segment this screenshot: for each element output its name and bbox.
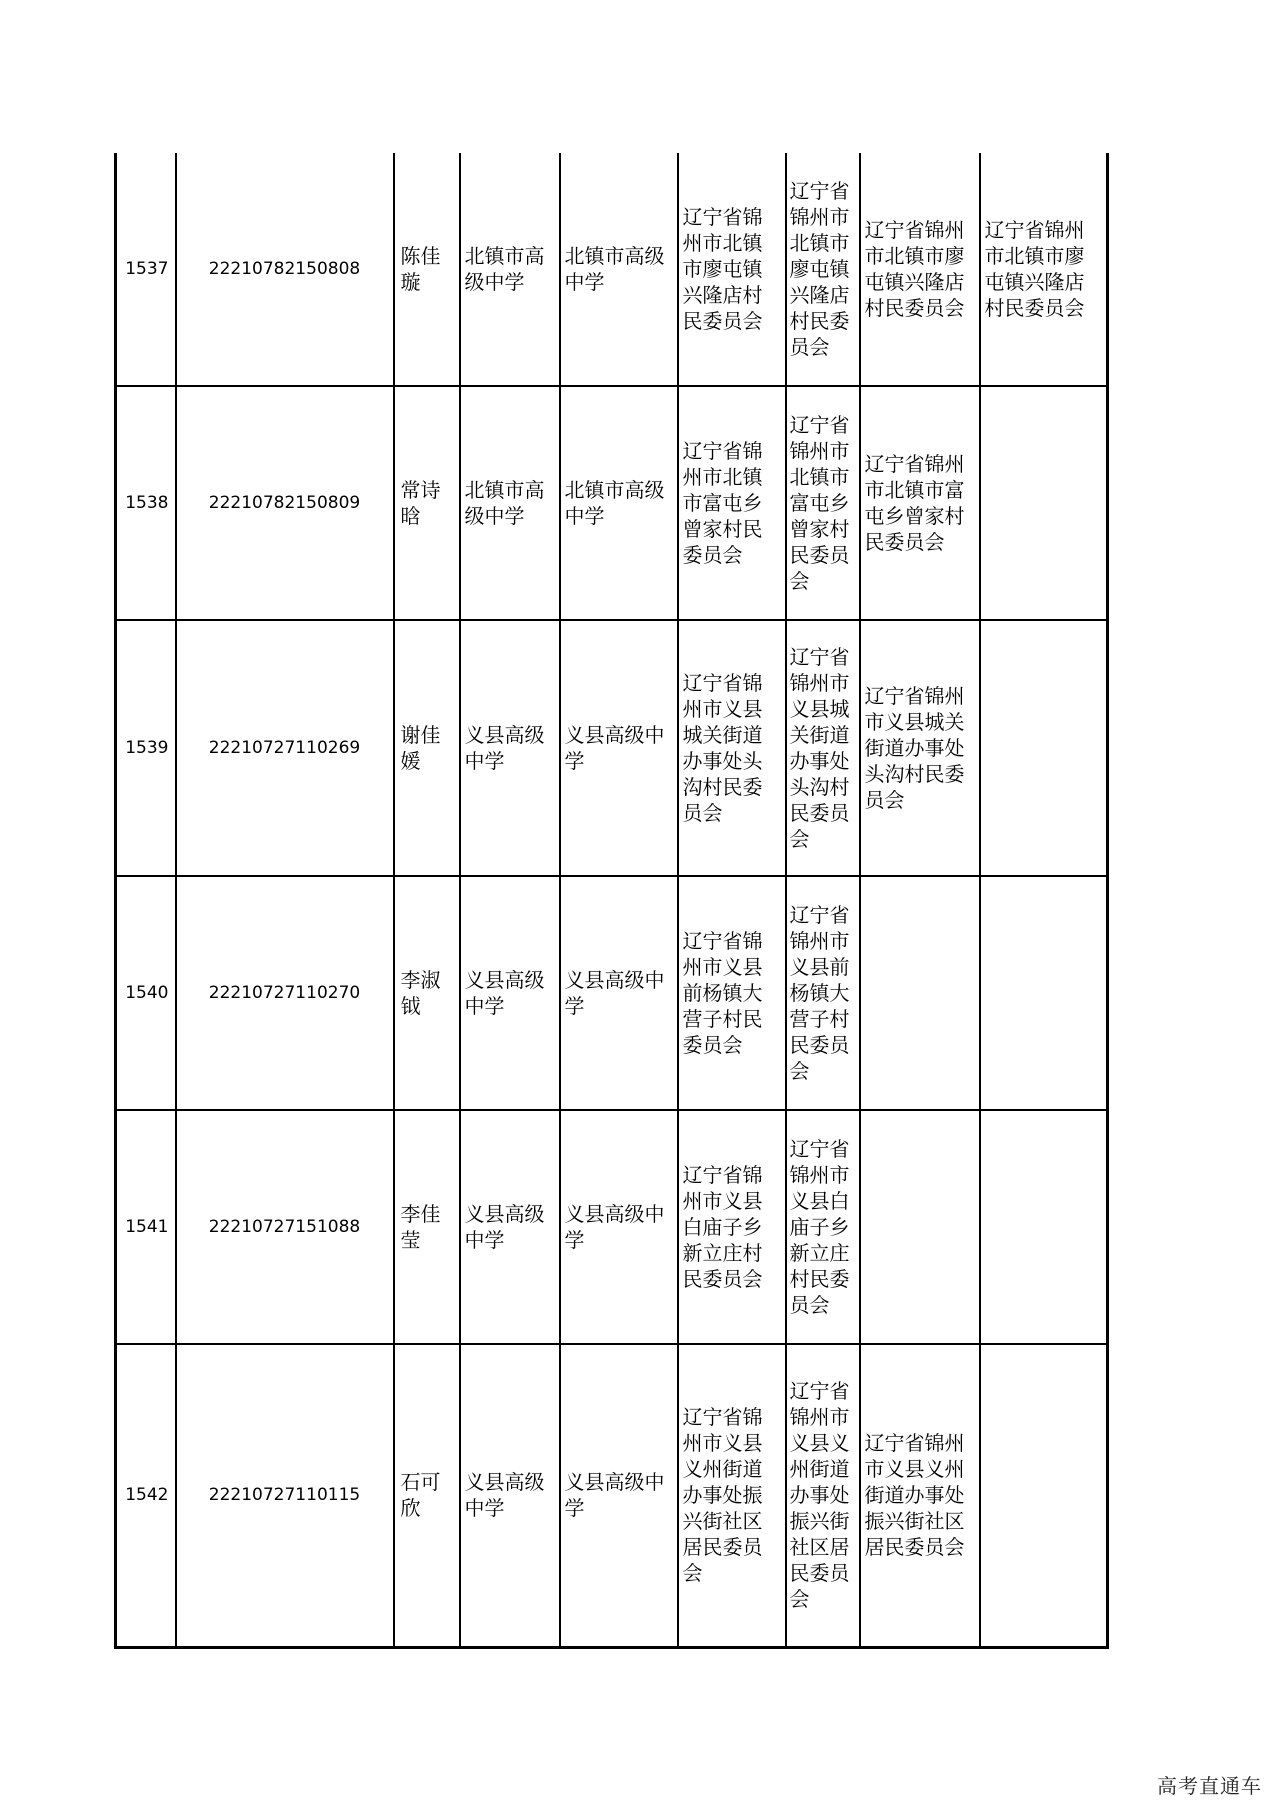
student-name: 石可欣 <box>394 1344 460 1647</box>
address-col-4: 辽宁省锦州市北镇市廖屯镇兴隆店村民委员会 <box>980 153 1108 386</box>
school: 北镇市高级中学 <box>460 386 560 620</box>
address-col-3: 辽宁省锦州市义县义州街道办事处振兴街社区居民委员会 <box>860 1344 980 1647</box>
address-col-1: 辽宁省锦州市义县义州街道办事处振兴街社区居民委员会 <box>678 1344 786 1647</box>
exam-number: 22210727110115 <box>176 1344 394 1647</box>
address-col-1: 辽宁省锦州市义县前杨镇大营子村民委员会 <box>678 876 786 1110</box>
table-row <box>116 1110 1108 1344</box>
address-col-2: 辽宁省锦州市北镇市廖屯镇兴隆店村民委员会 <box>786 153 860 386</box>
school-secondary: 北镇市高级中学 <box>560 386 678 620</box>
school: 义县高级中学 <box>460 1344 560 1647</box>
address-col-3: 辽宁省锦州市北镇市廖屯镇兴隆店村民委员会 <box>860 153 980 386</box>
student-name: 常诗晗 <box>394 386 460 620</box>
address-col-3: 辽宁省锦州市义县城关街道办事处头沟村民委员会 <box>860 620 980 876</box>
exam-number: 22210727151088 <box>176 1110 394 1344</box>
table-row <box>116 620 1108 876</box>
school-secondary: 义县高级中学 <box>560 620 678 876</box>
address-col-1: 辽宁省锦州市北镇市廖屯镇兴隆店村民委员会 <box>678 153 786 386</box>
address-col-2: 辽宁省锦州市义县义州街道办事处振兴街社区居民委员会 <box>786 1344 860 1647</box>
row-index: 1541 <box>116 1110 176 1344</box>
table-row <box>116 876 1108 1110</box>
row-index: 1540 <box>116 876 176 1110</box>
row-index: 1539 <box>116 620 176 876</box>
school-secondary: 北镇市高级中学 <box>560 153 678 386</box>
address-col-1: 辽宁省锦州市北镇市富屯乡曾家村民委员会 <box>678 386 786 620</box>
address-col-4 <box>980 620 1108 876</box>
address-col-2: 辽宁省锦州市义县白庙子乡新立庄村民委员会 <box>786 1110 860 1344</box>
address-col-3 <box>860 1110 980 1344</box>
address-col-3: 辽宁省锦州市北镇市富屯乡曾家村民委员会 <box>860 386 980 620</box>
school: 义县高级中学 <box>460 876 560 1110</box>
school: 北镇市高级中学 <box>460 153 560 386</box>
exam-number: 22210727110269 <box>176 620 394 876</box>
address-col-3 <box>860 876 980 1110</box>
student-name: 陈佳璇 <box>394 153 460 386</box>
address-col-2: 辽宁省锦州市北镇市富屯乡曾家村民委员会 <box>786 386 860 620</box>
address-col-2: 辽宁省锦州市义县城关街道办事处头沟村民委员会 <box>786 620 860 876</box>
watermark: 高考直通车 <box>1157 1774 1262 1798</box>
table-row <box>116 1344 1108 1647</box>
exam-number: 22210782150808 <box>176 153 394 386</box>
school: 义县高级中学 <box>460 620 560 876</box>
address-col-4 <box>980 386 1108 620</box>
address-col-2: 辽宁省锦州市义县前杨镇大营子村民委员会 <box>786 876 860 1110</box>
address-col-1: 辽宁省锦州市义县白庙子乡新立庄村民委员会 <box>678 1110 786 1344</box>
row-index: 1542 <box>116 1344 176 1647</box>
exam-number: 22210782150809 <box>176 386 394 620</box>
address-col-4 <box>980 876 1108 1110</box>
address-col-4 <box>980 1110 1108 1344</box>
school-secondary: 义县高级中学 <box>560 1344 678 1647</box>
address-col-4 <box>980 1344 1108 1647</box>
student-name: 李佳莹 <box>394 1110 460 1344</box>
row-index: 1537 <box>116 153 176 386</box>
table-row <box>116 386 1108 620</box>
table-row <box>116 153 1108 386</box>
school: 义县高级中学 <box>460 1110 560 1344</box>
roster-table <box>114 153 1109 1649</box>
exam-number: 22210727110270 <box>176 876 394 1110</box>
row-index: 1538 <box>116 386 176 620</box>
student-name: 谢佳媛 <box>394 620 460 876</box>
school-secondary: 义县高级中学 <box>560 1110 678 1344</box>
student-name: 李淑钺 <box>394 876 460 1110</box>
school-secondary: 义县高级中学 <box>560 876 678 1110</box>
address-col-1: 辽宁省锦州市义县城关街道办事处头沟村民委员会 <box>678 620 786 876</box>
